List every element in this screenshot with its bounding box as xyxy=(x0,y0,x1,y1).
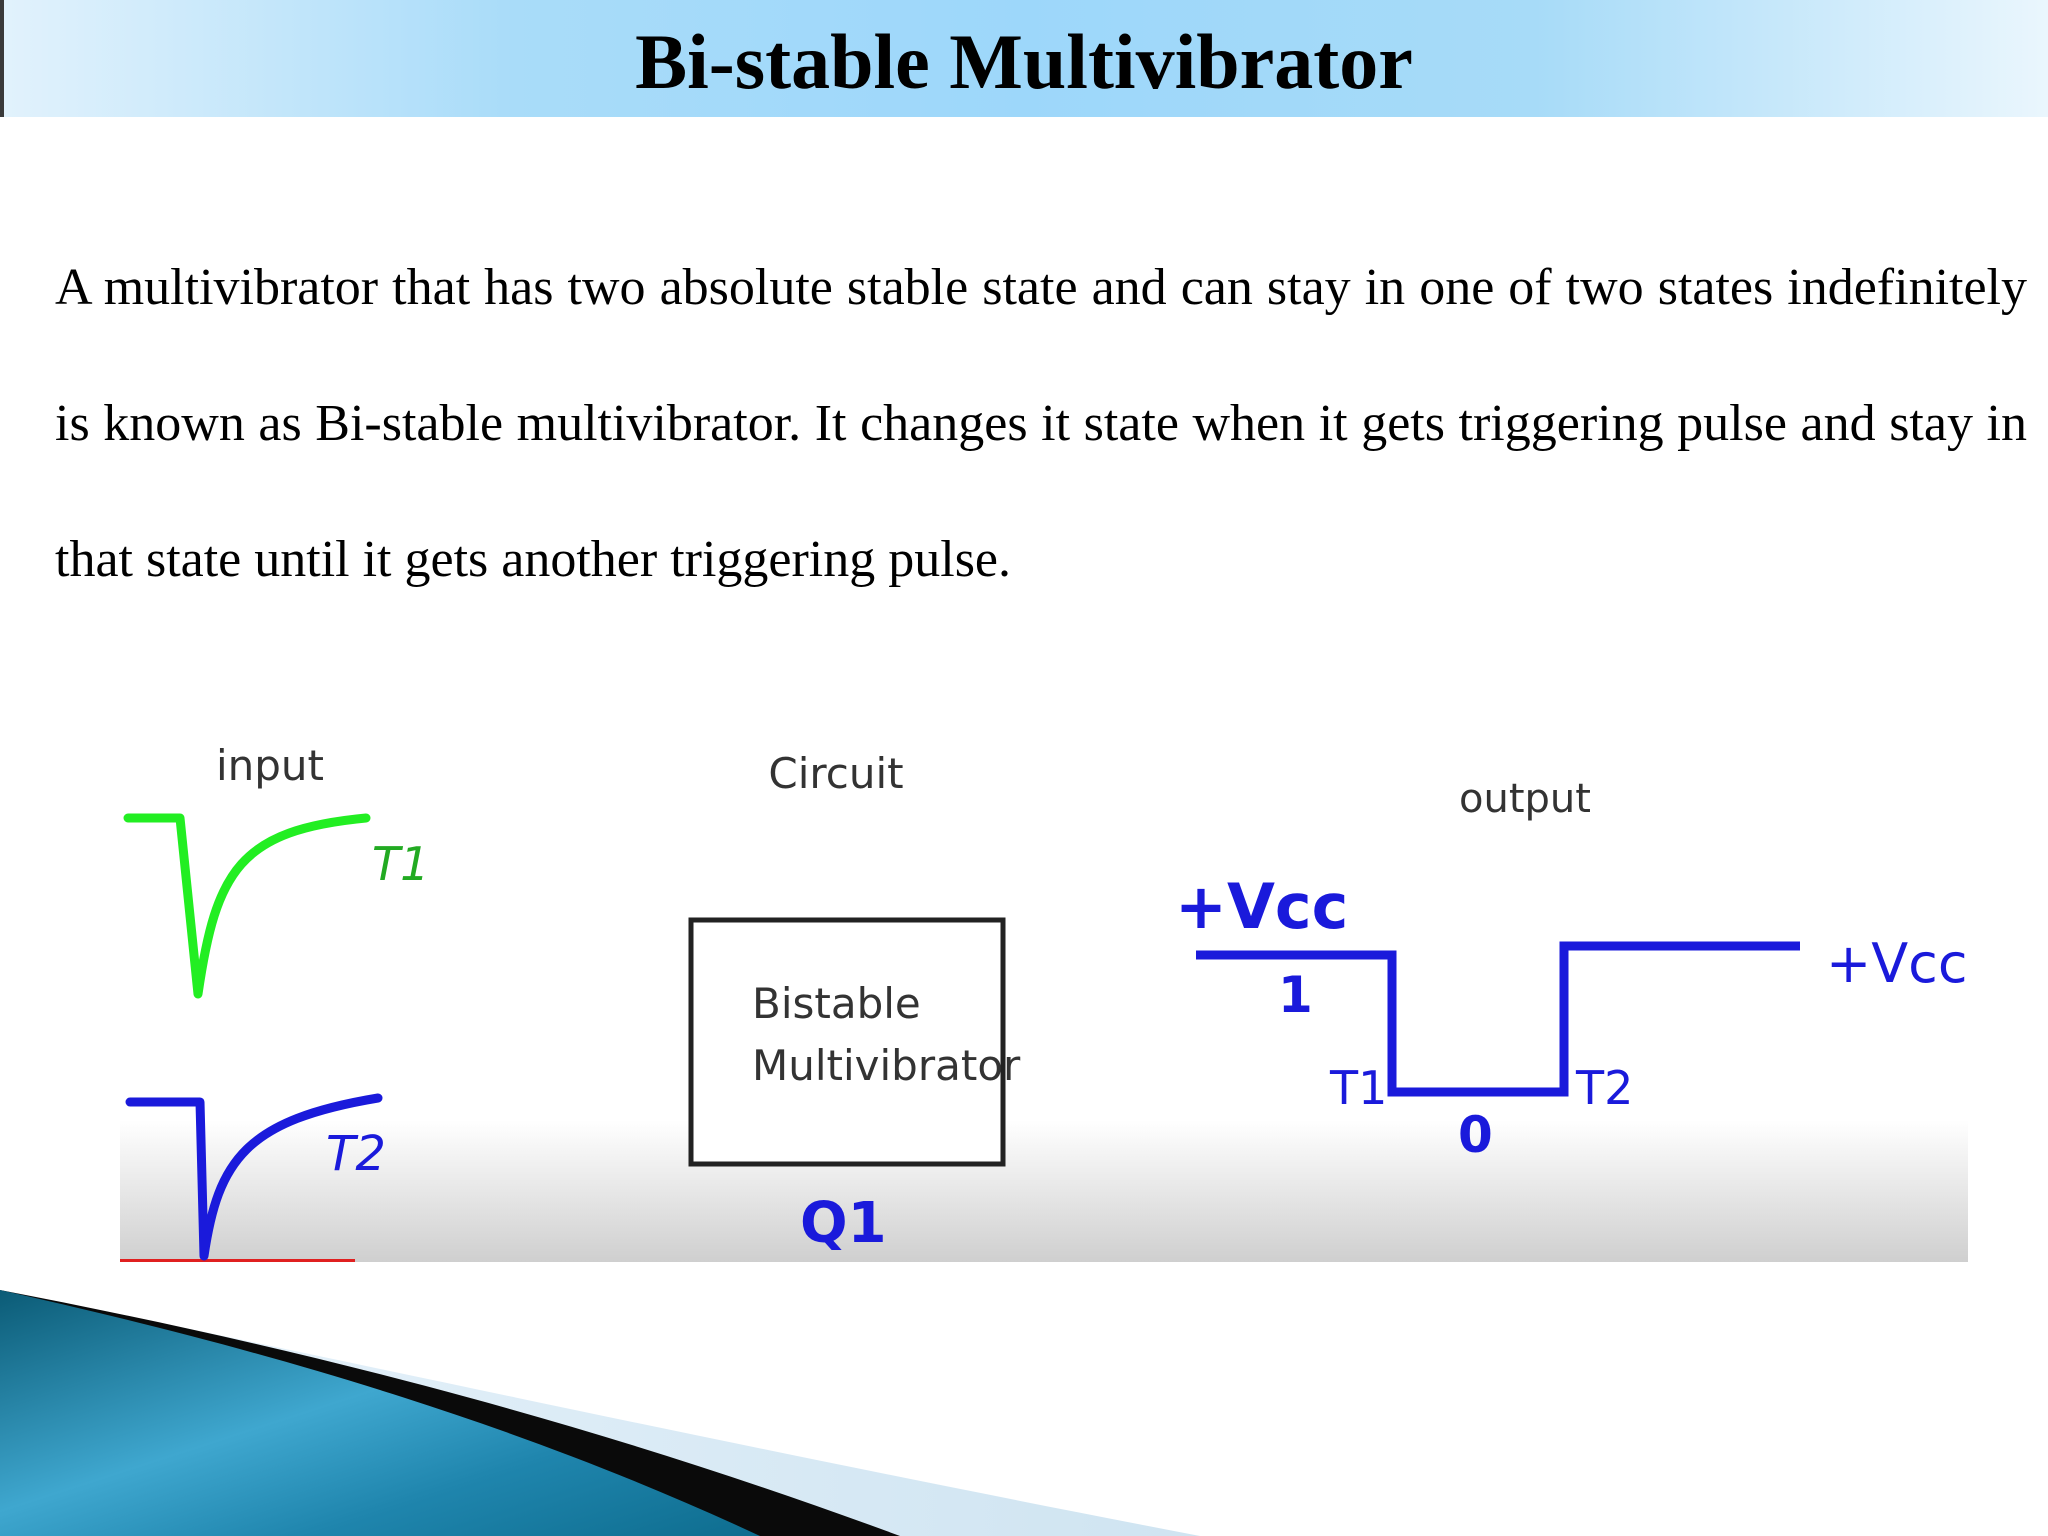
high-state-label: 1 xyxy=(1278,966,1313,1024)
trigger-pulse-t1 xyxy=(128,818,366,994)
circuit-box-line-2: Multivibrator xyxy=(752,1041,1021,1090)
bistable-figure xyxy=(120,720,1968,1262)
output-t1-label: T1 xyxy=(1330,1061,1388,1115)
input-label: input xyxy=(215,741,325,790)
title-bar xyxy=(0,0,2048,117)
figure-red-underline xyxy=(120,1259,355,1262)
circuit-label: Circuit xyxy=(768,749,904,798)
slide-body-text: A multivibrator that has two absolute stable state and can stay in one of two states indefinitely is known as Bi-stable multivibrator. It changes it state when it gets triggering pulse and stay in that state until it gets another triggering pulse. xyxy=(55,259,2027,588)
swoosh-teal-band xyxy=(0,1290,760,1536)
figure-svg xyxy=(120,720,1968,1262)
trigger-t2-label: T2 xyxy=(326,1126,386,1182)
vcc-left-label: +Vcc xyxy=(1175,870,1349,943)
figure-floor-shade xyxy=(120,1120,1968,1262)
trigger-t1-label: T1 xyxy=(372,837,430,891)
low-state-label: 0 xyxy=(1458,1106,1493,1164)
circuit-box-line-1: Bistable xyxy=(752,979,921,1028)
transistor-label: Q1 xyxy=(800,1191,887,1256)
slide-title: Bi-stable Multivibrator xyxy=(635,18,1413,105)
bottom-swoosh-decoration xyxy=(0,1290,2048,1536)
output-t2-label: T2 xyxy=(1576,1061,1634,1115)
vcc-right-label: +Vcc xyxy=(1826,932,1968,995)
output-label: output xyxy=(1459,776,1591,822)
